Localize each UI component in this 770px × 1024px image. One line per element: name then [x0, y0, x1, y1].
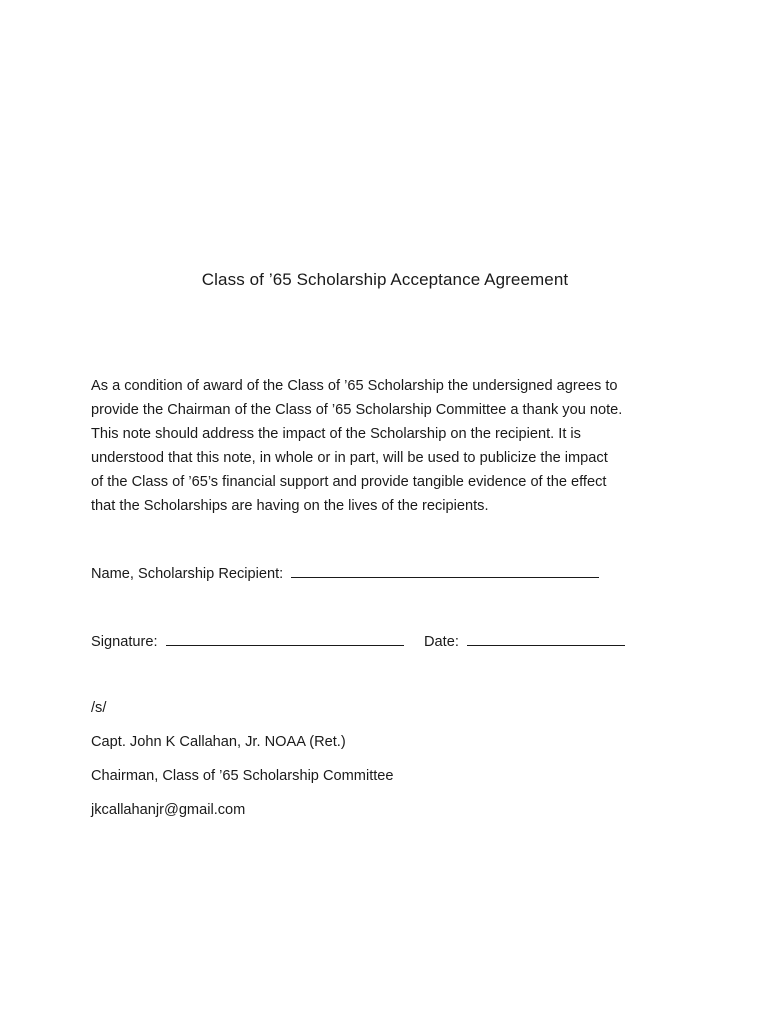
signer-email: jkcallahanjr@gmail.com — [91, 802, 246, 818]
signer-title: Chairman, Class of ’65 Scholarship Committee — [91, 768, 394, 784]
paragraph-line: understood that this note, in whole or in part, will be used to publicize the impact — [91, 450, 608, 466]
date-blank[interactable] — [467, 631, 625, 646]
date-label: Date: — [424, 634, 459, 650]
paragraph-line: that the Scholarships are having on the lives of the recipients. — [91, 498, 489, 514]
signer-name: Capt. John K Callahan, Jr. NOAA (Ret.) — [91, 734, 346, 750]
signature-field-row — [91, 631, 404, 650]
paragraph-line: of the Class of ’65’s financial support and provide tangible evidence of the effect — [91, 474, 607, 490]
paragraph-line: As a condition of award of the Class of ’65 Scholarship the undersigned agrees to — [91, 378, 618, 394]
document-title: Class of ’65 Scholarship Acceptance Agreement — [201, 270, 569, 289]
date-field-row — [424, 631, 625, 650]
paragraph-line: This note should address the impact of the Scholarship on the recipient. It is — [91, 426, 581, 442]
signature-blank[interactable] — [166, 631, 404, 646]
signature-mark: /s/ — [91, 700, 107, 716]
paragraph-line: provide the Chairman of the Class of ’65 Scholarship Committee a thank you note. — [91, 402, 623, 418]
recipient-name-label: Name, Scholarship Recipient: — [91, 566, 284, 582]
signature-label: Signature: — [91, 634, 158, 650]
agreement-paragraph — [91, 374, 691, 518]
recipient-name-blank[interactable] — [291, 563, 599, 578]
recipient-name-field-row — [91, 563, 599, 582]
